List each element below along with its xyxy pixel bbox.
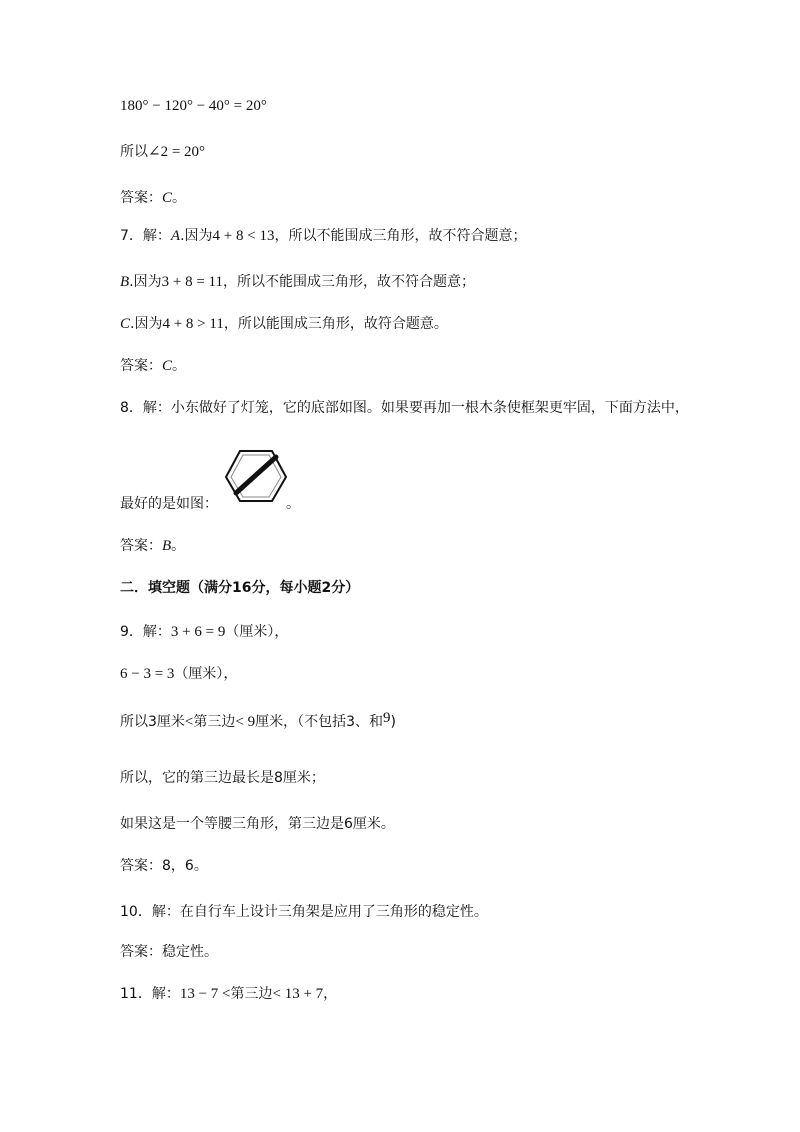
- answer-7: [120, 356, 186, 376]
- math-expr: 3 + 8 = 11: [161, 274, 223, 290]
- text: 8．解：小东做好了灯笼，它的底部如图。如果要再加一根木条使框架更牢固，下面方法中，: [120, 400, 689, 416]
- text: 10．解：在自行车上设计三角架是应用了三角形的稳定性。: [120, 904, 488, 920]
- text: ，所以能围成三角形，故符合题意。: [223, 316, 448, 332]
- answer-letter: C: [162, 190, 173, 206]
- section-heading: [120, 578, 359, 598]
- text: 所以: [120, 144, 148, 160]
- text: 所以3厘米: [120, 714, 185, 730]
- text: 。: [171, 538, 186, 554]
- q7-option-b: [120, 272, 475, 292]
- math-expr: < 9: [235, 714, 256, 730]
- q8-best-method: [120, 494, 218, 514]
- text: ，: [323, 986, 338, 1002]
- text: 。: [286, 496, 300, 512]
- q10-solution: [120, 902, 488, 922]
- text: 答案：8，6。: [120, 858, 208, 874]
- text: 9．解：: [120, 624, 171, 640]
- text: 答案：稳定性。: [120, 944, 218, 960]
- answer-letter: B: [162, 538, 172, 554]
- expr-angle-calc: [120, 96, 267, 116]
- q7-option-c: [120, 314, 448, 334]
- answer-10: [120, 942, 218, 962]
- math-expr: 180° − 120° − 40° = 20°: [120, 98, 267, 114]
- q8-period: [286, 494, 300, 514]
- answer-letter: C: [162, 358, 173, 374]
- text: 第三边: [193, 714, 236, 730]
- text: ，所以不能围成三角形，故不符合题意；: [223, 274, 475, 290]
- text: 11．解：: [120, 986, 180, 1002]
- answer-8: [120, 536, 185, 556]
- q9-range: [120, 708, 396, 732]
- q8-question: [120, 398, 689, 418]
- hexagon-lantern-figure: [222, 447, 292, 507]
- diagonal-stick: [236, 457, 276, 493]
- text: 答案：: [120, 190, 162, 206]
- math-expr: 4 + 8 > 11: [162, 316, 224, 332]
- text: 二．填空题（满分16分，每小题2分）: [120, 580, 360, 596]
- q7-option-a: [120, 226, 526, 246]
- text: 。: [172, 190, 187, 206]
- text: ): [390, 714, 396, 730]
- math-expr: ∠2 = 20°: [148, 144, 206, 160]
- text: （厘米），: [174, 666, 238, 682]
- text: 7．解：: [120, 228, 171, 244]
- answer-6: [120, 188, 186, 208]
- text: 最好的是如图：: [120, 496, 218, 512]
- math-expr: 6 − 3 = 3: [120, 666, 175, 682]
- text: 。: [172, 358, 187, 374]
- text: 答案：: [120, 538, 162, 554]
- text: .因为: [180, 228, 213, 244]
- q11-solution: [120, 984, 337, 1004]
- text: 答案：: [120, 358, 162, 374]
- text: 所以，它的第三边最长是8厘米；: [120, 770, 325, 786]
- text: .因为: [129, 274, 162, 290]
- option-letter: C: [120, 316, 131, 332]
- option-letter: A: [170, 228, 181, 244]
- text: （厘米），: [225, 624, 289, 640]
- math-number: 9: [383, 710, 391, 726]
- math-expr: 13 − 7 <: [179, 986, 231, 1002]
- text: 厘米，（不包括3、和: [255, 714, 384, 730]
- math-expr: 4 + 8 < 13: [212, 228, 275, 244]
- text: .因为: [130, 316, 163, 332]
- q9-step1: [120, 622, 288, 642]
- text: 如果这是一个等腰三角形，第三边是6厘米。: [120, 816, 395, 832]
- text: 第三边: [230, 986, 273, 1002]
- math-op: <: [184, 714, 194, 730]
- math-expr: < 13 + 7: [272, 986, 324, 1002]
- q9-isosceles: [120, 814, 395, 834]
- option-letter: B: [120, 274, 130, 290]
- answer-9: [120, 856, 208, 876]
- math-expr: 3 + 6 = 9: [170, 624, 226, 640]
- q9-step2: [120, 664, 237, 684]
- q9-longest: [120, 768, 325, 788]
- text: ，所以不能围成三角形，故不符合题意；: [274, 228, 527, 244]
- line-angle-result: [120, 142, 205, 162]
